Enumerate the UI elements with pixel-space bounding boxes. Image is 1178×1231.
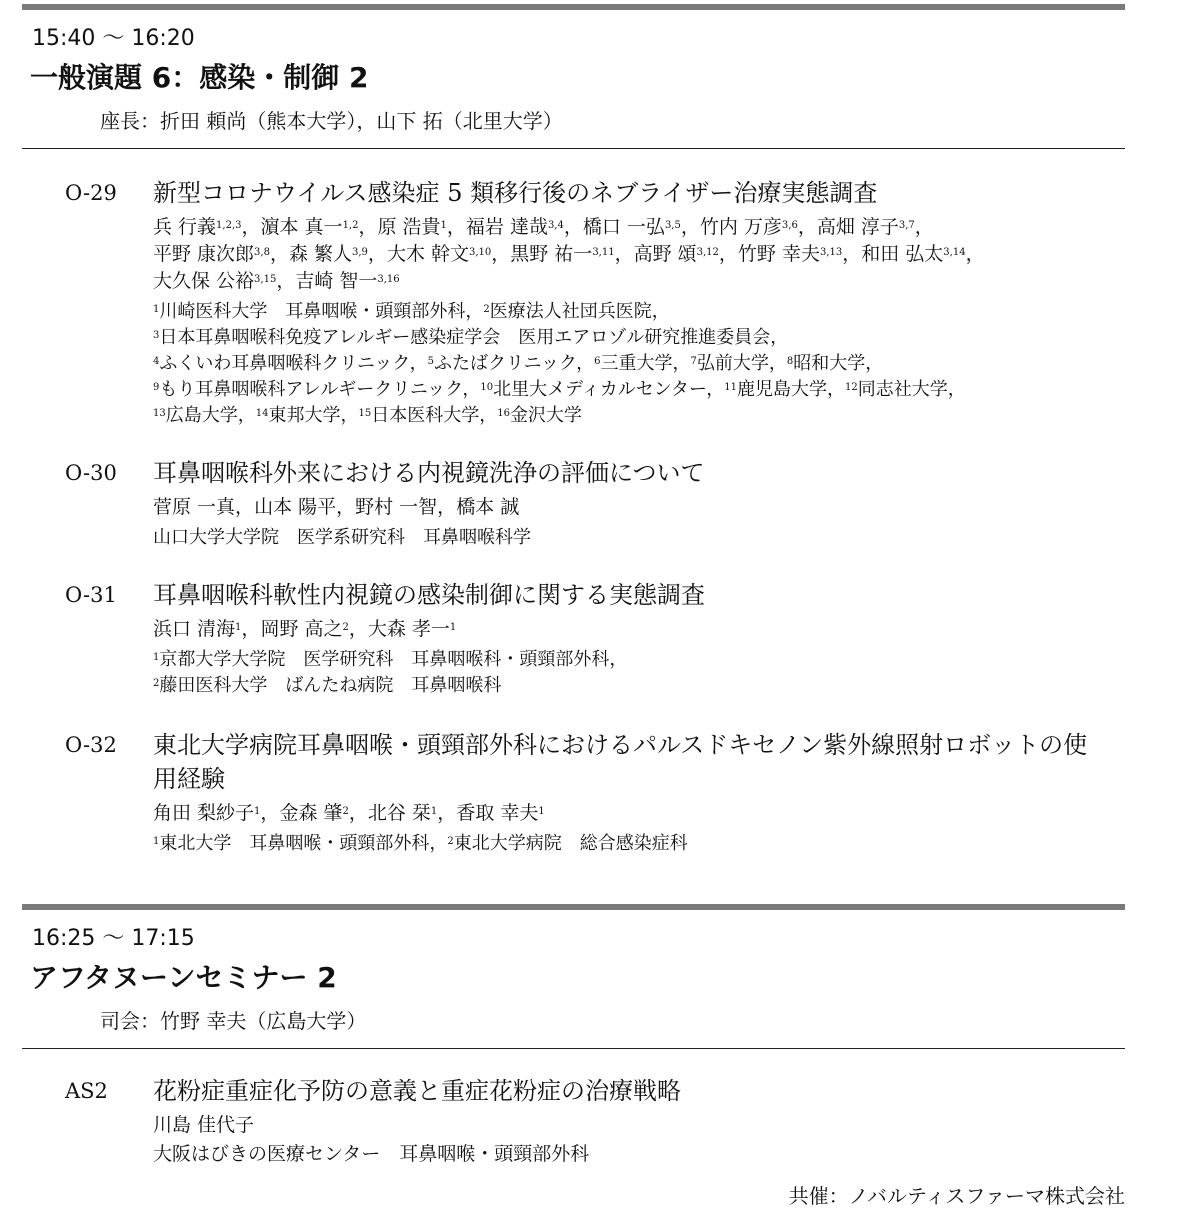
- author-name: 福岩 達哉: [465, 216, 548, 238]
- affiliation-line: $^4$ふくいわ耳鼻咽喉科クリニック，$^5$ふたばクリニック，$^6$三重大学，$^7$弘前大学，$^8$昭和大学，: [153, 353, 884, 374]
- session-header-1: [22, 4, 1125, 149]
- author-name: 大久保 公裕: [153, 270, 255, 292]
- author-line: 兵 行義$^{1,2,3}$，濵本 真一$^{1,2}$，原 浩貴$^1$，福岩 達哉$^{3,4}$，橋口 一弘$^{3,5}$，竹内 万彦$^{3,6}$，高畑 淳子$^{3,7}$，: [153, 216, 934, 238]
- author-name: 金森 肇: [279, 802, 343, 824]
- author-name: 野村 一智: [355, 496, 438, 518]
- affil-name: 広島大学: [165, 405, 238, 426]
- author-affil-mark: 3,14: [943, 247, 966, 258]
- author-affil-mark: 1,2,3: [216, 220, 242, 231]
- affil-number: 11: [724, 382, 737, 393]
- author-line: 菅原 一真，山本 陽平，野村 一智，橋本 誠: [153, 496, 520, 518]
- talk-author: 川島 佳代子: [153, 1114, 255, 1136]
- affil-number: 3: [153, 330, 160, 341]
- author-name: 兵 行義: [153, 216, 217, 238]
- author-line: 角田 梨紗子$^1$，金森 肇$^2$，北谷 栞$^1$，香取 幸夫$^1$: [153, 802, 545, 824]
- affil-number: 14: [255, 408, 269, 419]
- author-name: 岡野 高之: [260, 618, 343, 640]
- author-name: 北谷 栞: [367, 802, 431, 824]
- author-name: 香取 幸夫: [456, 802, 539, 824]
- author-affil-mark: 1: [254, 806, 261, 817]
- affil-name: 金沢大学: [509, 405, 582, 426]
- author-name: 原 浩貴: [377, 216, 441, 238]
- affil-number: 5: [427, 356, 434, 367]
- author-affil-mark: 3,5: [664, 220, 681, 231]
- author-affil-mark: 3,10: [468, 247, 492, 258]
- author-affil-mark: 1: [235, 622, 242, 633]
- affil-name: ふくいわ耳鼻咽喉科クリニック: [159, 353, 410, 374]
- talk-id: AS2: [65, 1079, 108, 1103]
- affil-name: 鹿児島大学: [737, 379, 827, 400]
- author-affil-mark: 3,7: [898, 220, 915, 231]
- session-title: アフタヌーンセミナー 2: [30, 961, 337, 994]
- talk-id: O-30: [65, 461, 117, 485]
- affil-number: 12: [845, 382, 858, 393]
- affil-name: 山口大学大学院 医学系研究科 耳鼻咽喉科学: [153, 527, 531, 548]
- author-name: 大森 孝一: [367, 618, 450, 640]
- author-name: 黒野 祐一: [510, 243, 593, 265]
- author-name: 橋口 一弘: [582, 216, 665, 238]
- author-affil-mark: 3,8: [254, 247, 270, 258]
- affil-name: 昭和大学: [793, 353, 866, 374]
- author-affil-mark: 3,4: [547, 220, 564, 231]
- affil-number: 2: [447, 836, 454, 847]
- affil-name: 医療法人社団兵医院: [489, 301, 652, 322]
- author-affil-mark: 3,9: [352, 247, 368, 258]
- affil-number: 4: [153, 356, 160, 367]
- session-title: 一般演題 6：感染・制御 2: [30, 61, 369, 94]
- talk-o31: [65, 578, 1125, 699]
- author-name: 山本 陽平: [254, 496, 337, 518]
- author-affil-mark: 1: [538, 806, 545, 817]
- affil-name: 日本医科大学: [371, 405, 480, 426]
- affil-number: 8: [786, 356, 794, 367]
- author-name: 竹野 幸夫: [737, 243, 820, 265]
- affil-number: 1: [153, 652, 160, 663]
- talk-o30: [65, 456, 1125, 551]
- affil-name: 北里大メディカルセンター: [493, 379, 707, 400]
- affil-name: 東北大学 耳鼻咽喉・頭頸部外科: [159, 833, 430, 854]
- section-top-bar: [22, 904, 1125, 910]
- author-affil-mark: 3,16: [377, 274, 400, 285]
- author-affil-mark: 3,12: [696, 247, 719, 258]
- talk-title: 東北大学病院耳鼻咽喉・頭頸部外科におけるパルスドキセノン紫外線照射ロボットの使用経験: [153, 731, 1088, 793]
- section-divider: [22, 148, 1125, 149]
- author-affil-mark: 3,13: [819, 247, 843, 258]
- author-line: 平野 康次郎$^{3,8}$，森 繁人$^{3,9}$，大木 幹文$^{3,10}$，黒野 祐一$^{3,11}$，高野 頌$^{3,12}$，竹野 幸夫$^{3,13}$，和田 弘太$^{3,14}$，: [153, 243, 985, 265]
- affiliation-line: [153, 525, 1125, 551]
- affil-number: 1: [153, 304, 160, 315]
- author-affil-mark: 3,6: [781, 220, 798, 231]
- session-time: 15:40 ～ 16:20: [32, 26, 195, 51]
- author-affil-mark: 2: [342, 622, 349, 633]
- affiliation-line: $^1$川崎医科大学 耳鼻咽喉・頭頸部外科，$^2$医療法人社団兵医院，: [153, 301, 670, 322]
- affil-name: 日本耳鼻咽喉科免疫アレルギー感染症学会 医用エアロゾル研究推進委員会: [159, 327, 771, 348]
- talk-id: O-29: [65, 181, 117, 205]
- talk-title: 花粉症重症化予防の意義と重症花粉症の治療戦略: [153, 1077, 681, 1105]
- affil-name: 弘前大学: [696, 353, 769, 374]
- affil-name: 同志社大学: [857, 379, 948, 400]
- author-affil-mark: 3,15: [254, 274, 277, 285]
- talk-affiliation: 大阪はびきの医療センター 耳鼻咽喉・頭頸部外科: [153, 1143, 590, 1165]
- affil-number: 2: [483, 304, 490, 315]
- author-affil-mark: 1: [440, 220, 447, 231]
- affil-name: 東邦大学: [268, 405, 341, 426]
- affil-name: 三重大学: [600, 353, 673, 374]
- talk-affiliations: [153, 525, 1125, 551]
- author-affil-mark: 1,2: [342, 220, 359, 231]
- affiliation-line: $^3$日本耳鼻咽喉科免疫アレルギー感染症学会 医用エアロゾル研究推進委員会，: [153, 327, 789, 348]
- author-name: 高野 頌: [633, 243, 697, 265]
- affil-number: 1: [153, 836, 160, 847]
- affil-number: 6: [594, 356, 601, 367]
- affiliation-line: $^1$京都大学大学院 医学研究科 耳鼻咽喉科・頭頸部外科，: [153, 649, 628, 670]
- affil-number: 9: [153, 382, 160, 393]
- author-line: 浜口 清海$^1$，岡野 高之$^2$，大森 孝一$^1$: [153, 618, 457, 640]
- author-name: 竹内 万彦: [699, 216, 782, 238]
- talk-title: 耳鼻咽喉科外来における内視鏡洗浄の評価について: [153, 459, 705, 487]
- author-name: 菅原 一真: [153, 496, 236, 518]
- talk-id: O-31: [65, 583, 117, 607]
- author-name: 角田 梨紗子: [153, 802, 255, 824]
- affil-number: 15: [358, 408, 372, 419]
- talk-o29: [65, 176, 1125, 429]
- author-line: 大久保 公裕$^{3,15}$，吉崎 智一$^{3,16}$: [153, 270, 400, 292]
- talk-affiliations: [153, 299, 1125, 429]
- affiliation-line: [153, 673, 1125, 699]
- author-name: 平野 康次郎: [153, 243, 255, 265]
- author-affil-mark: 1: [430, 806, 438, 817]
- talk-as2: [65, 1074, 1125, 1168]
- section-top-bar: [22, 4, 1125, 10]
- talk-authors: [153, 616, 1125, 643]
- author-name: 浜口 清海: [153, 618, 236, 640]
- talk-id: O-32: [65, 733, 117, 757]
- affil-number: 10: [480, 382, 494, 393]
- author-affil-mark: 2: [342, 806, 349, 817]
- affil-number: 7: [690, 356, 697, 367]
- affiliation-line: $^{13}$広島大学，$^{14}$東邦大学，$^{15}$日本医科大学，$^{16}$金沢大学: [153, 405, 582, 426]
- affil-name: 藤田医科大学 ばんたね病院 耳鼻咽喉科: [159, 675, 502, 696]
- talk-affiliations: [153, 831, 1103, 857]
- affil-number: 13: [153, 408, 166, 419]
- author-name: 大木 幹文: [386, 243, 469, 265]
- author-affil-mark: 1: [449, 622, 457, 633]
- affil-number: 16: [497, 408, 510, 419]
- author-name: 濵本 真一: [260, 216, 343, 238]
- session-chair: 座長：折田 頼尚（熊本大学），山下 拓（北里大学）: [100, 109, 563, 133]
- affil-name: 京都大学大学院 医学研究科 耳鼻咽喉科・頭頸部外科: [159, 649, 610, 670]
- author-affil-mark: 3,11: [592, 247, 615, 258]
- affil-name: 東北大学病院 総合感染症科: [453, 833, 688, 854]
- session-chair: 司会：竹野 幸夫（広島大学）: [100, 1009, 367, 1033]
- author-name: 和田 弘太: [861, 243, 944, 265]
- section-divider: [22, 1048, 1125, 1049]
- talk-o32: [65, 728, 1125, 857]
- sponsor-credit: 共催：ノバルティスファーマ株式会社: [788, 1184, 1125, 1208]
- talk-title: 新型コロナウイルス感染症 5 類移行後のネブライザー治療実態調査: [153, 179, 878, 207]
- affiliation-line: $^9$もり耳鼻咽喉科アレルギークリニック，$^{10}$北里大メディカルセンター，$^{11}$鹿児島大学，$^{12}$同志社大学，: [153, 379, 966, 400]
- talk-authors: [153, 800, 1103, 827]
- affil-name: 川崎医科大学 耳鼻咽喉・頭頸部外科: [159, 301, 466, 322]
- author-name: 高畑 淳子: [816, 216, 899, 238]
- talk-title: 耳鼻咽喉科軟性内視鏡の感染制御に関する実態調査: [153, 581, 705, 609]
- affiliation-line: $^1$東北大学 耳鼻咽喉・頭頸部外科，$^2$東北大学病院 総合感染症科: [153, 833, 688, 854]
- affil-number: 2: [153, 678, 160, 689]
- session-time: 16:25 ～ 17:15: [32, 926, 195, 951]
- author-name: 橋本 誠: [456, 496, 520, 518]
- affil-name: もり耳鼻咽喉科アレルギークリニック: [159, 379, 463, 400]
- talk-authors: [153, 214, 1125, 295]
- author-name: 吉崎 智一: [295, 270, 378, 292]
- talk-authors: [153, 494, 1125, 521]
- author-name: 森 繁人: [288, 243, 353, 265]
- session-header-2: [22, 904, 1125, 1049]
- affil-name: ふたばクリニック: [433, 353, 577, 374]
- talk-affiliations: [153, 647, 1125, 699]
